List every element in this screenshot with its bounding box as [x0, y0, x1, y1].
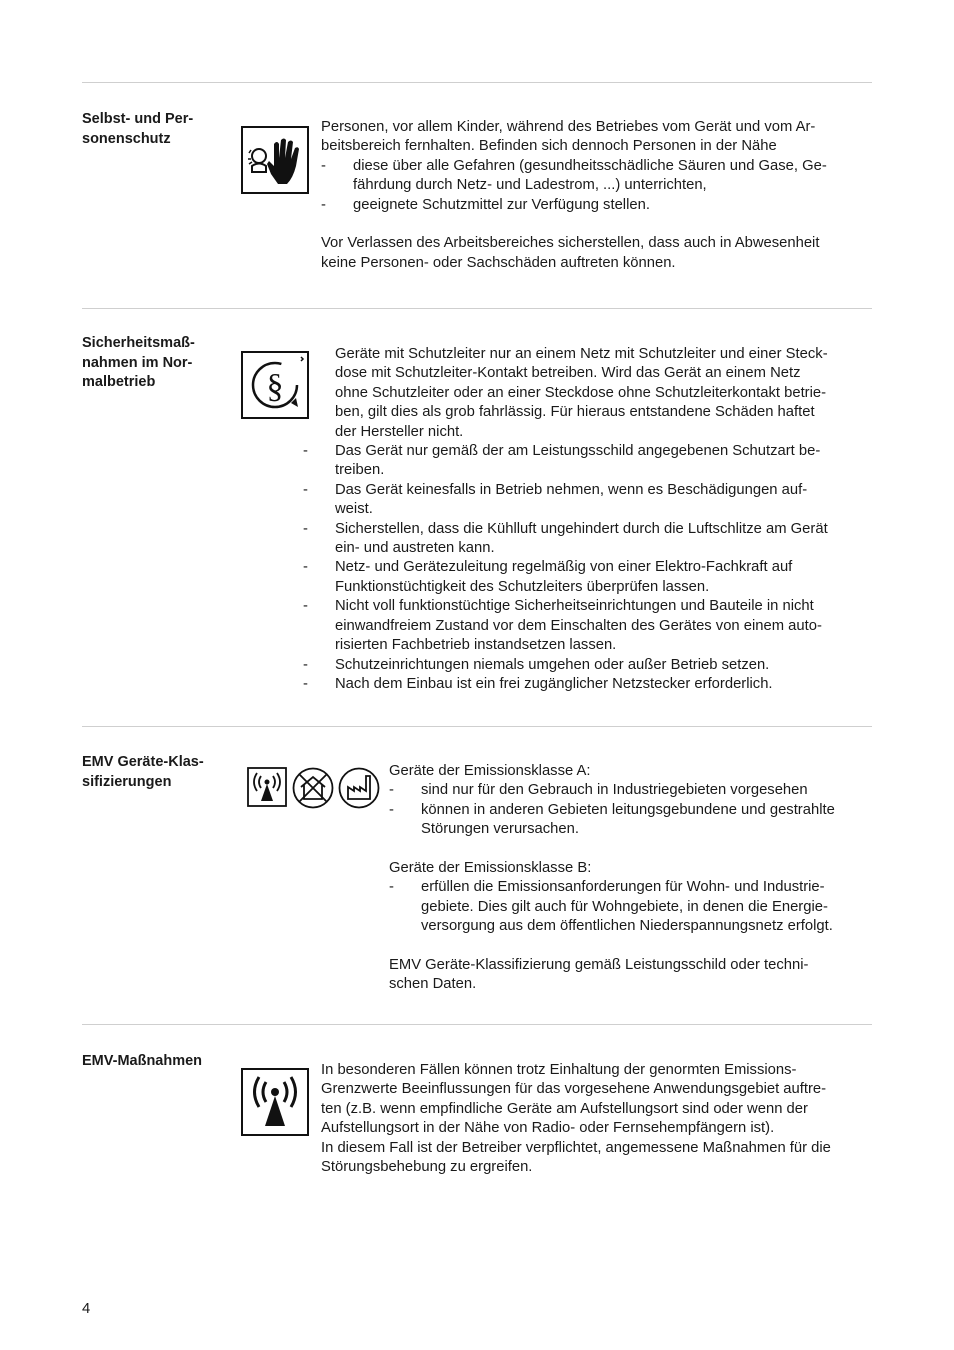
- section-divider: [82, 1024, 872, 1025]
- list-item: - Nach dem Einbau ist ein frei zugänglicher Netzstecker erforderlich.: [303, 675, 872, 694]
- list-item: - Sicherstellen, dass die Kühlluft ungehindert durch die Luftschlitze am Gerät ein- und austreten kann.: [303, 520, 872, 559]
- emission-radio-icon: [247, 767, 287, 812]
- keep-away-hand-icon: [241, 126, 309, 199]
- text-line: ben, gilt dies als grob fahrlässig. Für hieraus entstandene Schäden haftet: [335, 404, 815, 421]
- svg-text:§: §: [266, 368, 284, 405]
- text-line: Störungsbehebung zu ergreifen.: [321, 1159, 533, 1176]
- text-line: dose mit Schutzleiter-Kontakt betreiben. Wird das Gerät an einem Netz: [335, 365, 801, 382]
- list-item: - geeignete Schutzmittel zur Verfügung stellen.: [321, 196, 872, 215]
- text-line: Geräte der Emissionsklasse B:: [389, 860, 592, 877]
- list-item: - Das Gerät nur gemäß der am Leistungsschild angegebenen Schutzart be- treiben.: [303, 442, 872, 481]
- text-line: ten (z.B. wenn empfindliche Geräte am Aufstellungsort sind oder wenn der: [321, 1100, 808, 1117]
- text-line: Personen, vor allem Kinder, während des Betriebes vom Gerät und vom Ar-: [321, 119, 816, 135]
- section-heading-personal-protection: Selbst- und Per- sonenschutz: [82, 111, 194, 147]
- industrial-building-icon: [338, 767, 380, 814]
- section-divider: [82, 726, 872, 727]
- list-item: - diese über alle Gefahren (gesundheitsschädliche Säuren und Gase, Ge- fährdung durch Netz- und Ladestrom, ...) unterrichten,: [321, 157, 872, 196]
- text-line: Vor Verlassen des Arbeitsbereiches sicherstellen, dass auch in Abwesenheit: [321, 235, 820, 252]
- text-line: ohne Schutzleiter oder an einer Steckdose ohne Schutzleiterkontakt betrie-: [335, 384, 827, 401]
- list-item: - Das Gerät keinesfalls in Betrieb nehmen, wenn es Beschädigungen auf- weist.: [303, 481, 872, 520]
- emission-radio-icon: [241, 1068, 309, 1141]
- emc-classification-text: [389, 762, 872, 995]
- text-line: beitsbereich fernhalten. Befinden sich dennoch Personen in der Nähe: [321, 138, 777, 155]
- no-residential-icon: [292, 767, 334, 814]
- text-line: der Hersteller nicht.: [335, 423, 464, 440]
- list-item: - Nicht voll funktionstüchtige Sicherheitseinrichtungen und Bauteile in nicht einwandfreiem Zustand vor dem Einschalten des Gerätes von einem auto- risierten Fachbetrieb instandsetzen lassen.: [303, 597, 872, 655]
- section-heading-emc-measures: EMV-Maßnahmen: [82, 1053, 203, 1069]
- text-line: schen Daten.: [389, 976, 477, 993]
- section-divider: [82, 308, 872, 309]
- list-item: - erfüllen die Emissionsanforderungen für Wohn- und Industrie- gebiete. Dies gilt auch für Wohngebiete, in denen die Energie- versorgung aus dem öffentlichen Niederspannungsnetz erfolgt.: [389, 878, 872, 936]
- text-line: In diesem Fall ist der Betreiber verpflichtet, angemessene Maßnahmen für die: [321, 1139, 831, 1156]
- section-heading-safety-measures: Sicherheitsmaß- nahmen im Nor- malbetrieb: [82, 335, 195, 390]
- text-line: Geräte mit Schutzleiter nur an einem Netz mit Schutzleiter und einer Steck-: [335, 346, 828, 362]
- regulation-paragraph-icon: [241, 351, 309, 424]
- text-line: keine Personen- oder Sachschäden auftreten können.: [321, 254, 676, 271]
- text-line: EMV Geräte-Klassifizierung gemäß Leistungsschild oder techni-: [389, 957, 809, 974]
- text-line: Aufstellungsort in der Nähe von Radio- oder Fernsehempfängern ist).: [321, 1120, 775, 1137]
- page-number: 4: [82, 1301, 91, 1317]
- personal-protection-text: [321, 118, 872, 273]
- list-item: - sind nur für den Gebrauch in Industriegebieten vorgesehen: [389, 781, 872, 800]
- safety-measures-text: [303, 345, 872, 694]
- text-line: Grenzwerte Beeinflussungen für das vorgesehene Anwendungsgebiet auftre-: [321, 1081, 827, 1098]
- emc-measures-text: [321, 1061, 872, 1177]
- list-item: - Schutzeinrichtungen niemals umgehen oder außer Betrieb setzen.: [303, 656, 872, 675]
- text-line: Geräte der Emissionsklasse A:: [389, 763, 591, 779]
- section-divider: [82, 82, 872, 83]
- text-line: In besonderen Fällen können trotz Einhaltung der genormten Emissions-: [321, 1062, 797, 1078]
- list-item: - Netz- und Gerätezuleitung regelmäßig von einer Elektro-Fachkraft auf Funktionstüchtigkeit des Schutzleiters überprüfen lassen.: [303, 558, 872, 597]
- list-item: - können in anderen Gebieten leitungsgebundene und gestrahlte Störungen verursachen.: [389, 801, 872, 840]
- section-heading-emc-classification: EMV Geräte-Klas- sifizierungen: [82, 754, 204, 790]
